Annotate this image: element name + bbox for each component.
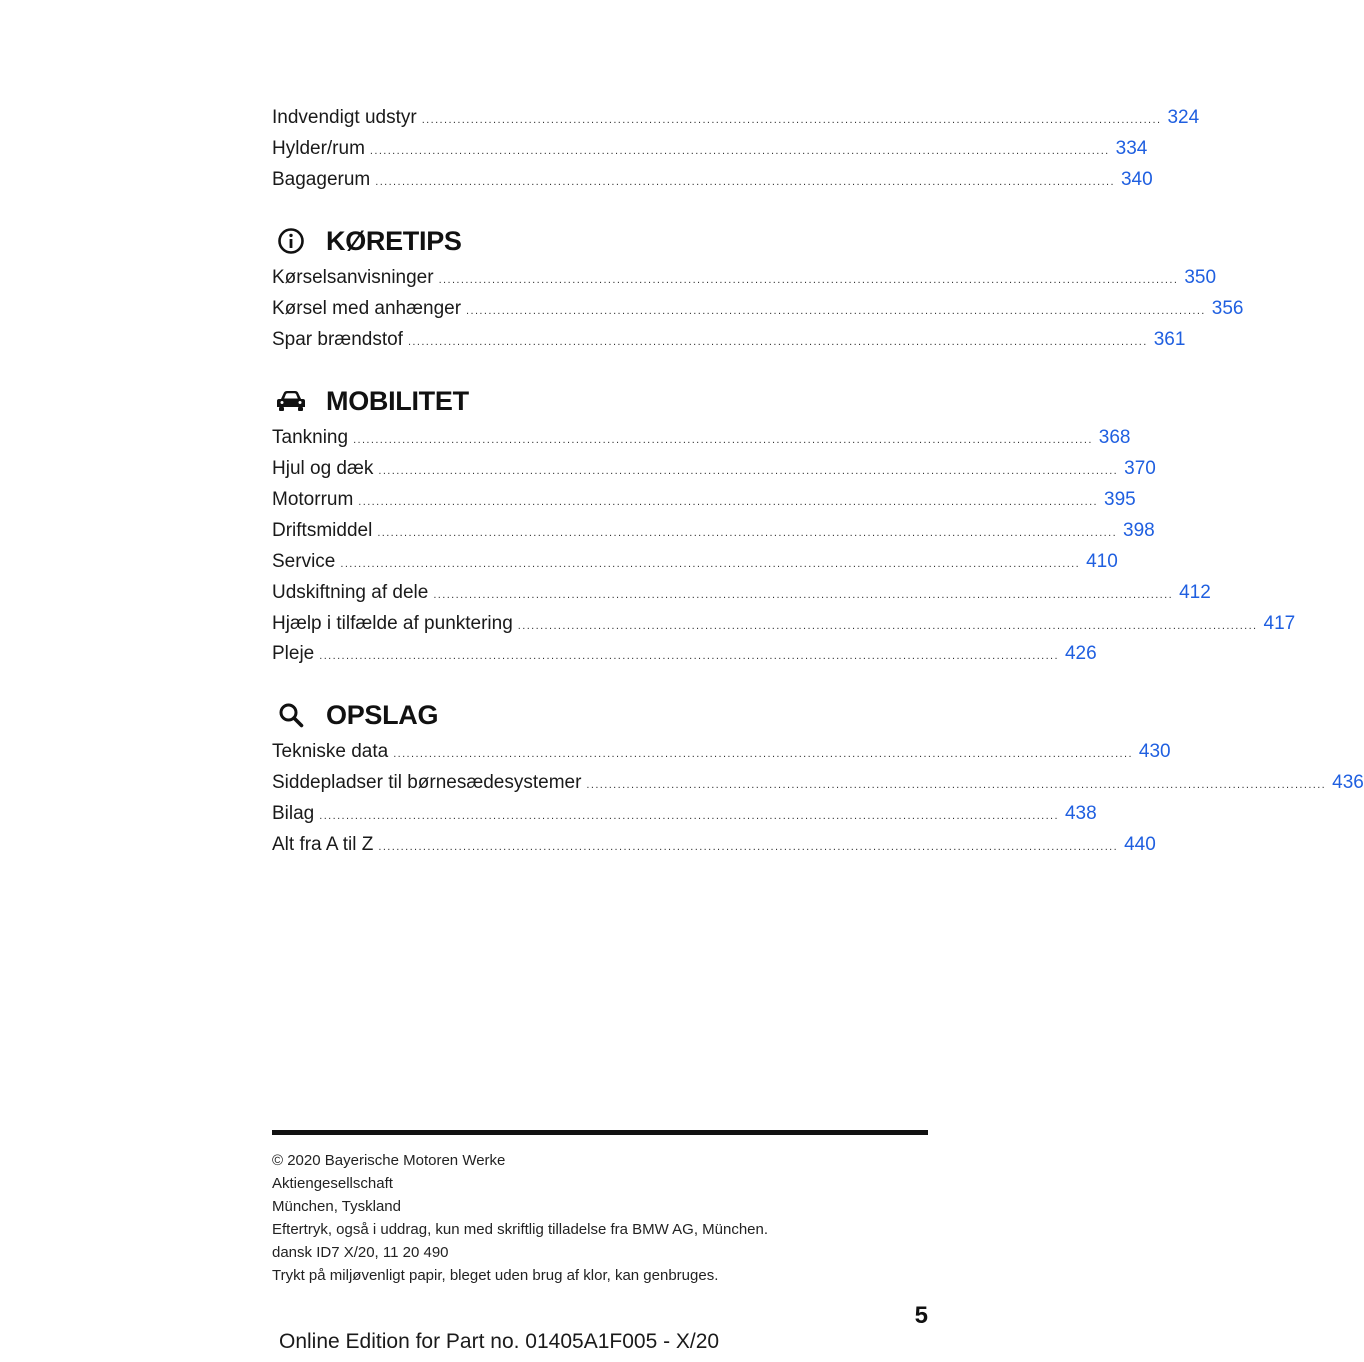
toc-entry-label: Hylder/rum xyxy=(272,138,365,159)
toc-entry[interactable] xyxy=(272,264,1217,292)
toc-page-link[interactable]: 417 xyxy=(1263,613,1296,634)
toc-entry[interactable] xyxy=(272,166,1153,194)
footer-divider xyxy=(272,1130,928,1135)
toc-page-link[interactable]: 410 xyxy=(1086,551,1118,572)
dot-leader: ...................................................................................................................................................................... xyxy=(433,589,1174,601)
toc-entry[interactable] xyxy=(272,610,1296,638)
dot-leader: ...................................................................................................................................................................... xyxy=(517,620,1258,632)
toc-page-link[interactable]: 395 xyxy=(1104,489,1136,510)
dot-leader: ...................................................................................................................................................................... xyxy=(319,650,1059,662)
section-title: OPSLAG xyxy=(326,699,439,730)
toc-entry-label: Driftsmiddel xyxy=(272,520,373,541)
toc-page-link[interactable]: 412 xyxy=(1179,582,1211,603)
toc-entry[interactable] xyxy=(272,769,1364,797)
section-heading-mobilitet[interactable] xyxy=(272,381,469,421)
dot-leader: ...................................................................................................................................................................... xyxy=(378,465,1119,477)
toc-entry[interactable] xyxy=(272,831,1156,859)
toc-entry-label: Siddepladser til børnesædesystemer xyxy=(272,772,582,793)
dot-leader: ...................................................................................................................................................................... xyxy=(438,274,1179,286)
toc-entry-label: Hjul og dæk xyxy=(272,458,374,479)
imprint-line: Aktiengesellschaft xyxy=(272,1175,393,1192)
section-title: MOBILITET xyxy=(326,385,469,416)
toc-entry[interactable] xyxy=(272,548,1118,576)
toc-page-link[interactable]: 361 xyxy=(1153,329,1186,350)
page-number: 5 xyxy=(914,1302,928,1329)
imprint-line: Trykt på miljøvenligt papir, bleget uden brug af klor, kan genbruges. xyxy=(272,1267,719,1284)
toc-page-link[interactable]: 370 xyxy=(1124,458,1156,479)
toc-page-link[interactable]: 430 xyxy=(1138,741,1171,762)
toc-entry-label: Tankning xyxy=(272,427,349,448)
toc-page-link[interactable]: 350 xyxy=(1184,267,1217,288)
toc-entry[interactable] xyxy=(272,135,1148,163)
toc-page-link[interactable]: 334 xyxy=(1115,138,1148,159)
toc-page-link[interactable]: 398 xyxy=(1123,520,1155,541)
car-icon xyxy=(272,382,310,420)
online-edition-footer: Online Edition for Part no. 01405A1F005 - X/20 xyxy=(279,1330,720,1353)
dot-leader: ...................................................................................................................................................................... xyxy=(369,145,1110,157)
imprint-line: © 2020 Bayerische Motoren Werke xyxy=(272,1152,506,1169)
toc-entry-label: Indvendigt udstyr xyxy=(272,107,417,128)
search-icon xyxy=(272,696,310,734)
section-heading-opslag[interactable] xyxy=(272,695,438,735)
dot-leader: ...................................................................................................................................................................... xyxy=(377,527,1118,539)
toc-page-link[interactable]: 324 xyxy=(1167,107,1200,128)
toc-page-link[interactable]: 436 xyxy=(1332,772,1364,793)
imprint-block xyxy=(272,1149,768,1287)
dot-leader: ...................................................................................................................................................................... xyxy=(466,305,1206,317)
toc-page-link[interactable]: 368 xyxy=(1098,427,1131,448)
toc-page-link[interactable]: 426 xyxy=(1064,643,1097,664)
toc-entry-label: Spar brændstof xyxy=(272,329,403,350)
dot-leader: ...................................................................................................................................................................... xyxy=(375,176,1115,188)
imprint-line: München, Tyskland xyxy=(272,1198,401,1215)
toc-entry[interactable] xyxy=(272,579,1211,607)
toc-entry[interactable] xyxy=(272,104,1200,132)
toc-entry-label: Pleje xyxy=(272,643,315,664)
toc-entry-label: Bilag xyxy=(272,803,315,824)
toc-entry-label: Service xyxy=(272,551,336,572)
toc-entry[interactable] xyxy=(272,800,1097,828)
info-icon xyxy=(272,222,310,260)
toc-entry[interactable] xyxy=(272,455,1156,483)
toc-entry-label: Udskiftning af dele xyxy=(272,582,429,603)
dot-leader: ...................................................................................................................................................................... xyxy=(340,558,1081,570)
toc-entry-label: Bagagerum xyxy=(272,169,371,190)
dot-leader: ...................................................................................................................................................................... xyxy=(393,748,1133,760)
toc-page-link[interactable]: 356 xyxy=(1211,298,1244,319)
toc-entry[interactable] xyxy=(272,738,1171,766)
toc-entry[interactable] xyxy=(272,295,1244,323)
section-heading-koeretips[interactable] xyxy=(272,221,462,261)
toc-entry-label: Motorrum xyxy=(272,489,354,510)
imprint-line: dansk ID7 X/20, 11 20 490 xyxy=(272,1244,449,1261)
toc-entry[interactable] xyxy=(272,424,1131,452)
dot-leader: ...................................................................................................................................................................... xyxy=(353,434,1093,446)
toc-entry-label: Kørselsanvisninger xyxy=(272,267,434,288)
toc-entry-label: Kørsel med anhænger xyxy=(272,298,462,319)
toc-entry-label: Tekniske data xyxy=(272,741,389,762)
toc-entry[interactable] xyxy=(272,326,1186,354)
toc-page-link[interactable]: 340 xyxy=(1120,169,1153,190)
dot-leader: ...................................................................................................................................................................... xyxy=(421,114,1162,126)
section-title: KØRETIPS xyxy=(326,225,462,256)
dot-leader: ...................................................................................................................................................................... xyxy=(586,779,1327,791)
toc-entry[interactable] xyxy=(272,517,1155,545)
dot-leader: ...................................................................................................................................................................... xyxy=(319,810,1059,822)
dot-leader: ...................................................................................................................................................................... xyxy=(358,496,1099,508)
toc-entry-label: Hjælp i tilfælde af punktering xyxy=(272,613,513,634)
toc-page-link[interactable]: 440 xyxy=(1124,834,1156,855)
imprint-line: Eftertryk, også i uddrag, kun med skriftlig tilladelse fra BMW AG, München. xyxy=(272,1221,769,1238)
toc-entry[interactable] xyxy=(272,640,1097,668)
dot-leader: ...................................................................................................................................................................... xyxy=(378,841,1119,853)
toc-page-link[interactable]: 438 xyxy=(1064,803,1097,824)
dot-leader: ...................................................................................................................................................................... xyxy=(407,336,1148,348)
toc-entry[interactable] xyxy=(272,486,1136,514)
toc-entry-label: Alt fra A til Z xyxy=(272,834,374,855)
